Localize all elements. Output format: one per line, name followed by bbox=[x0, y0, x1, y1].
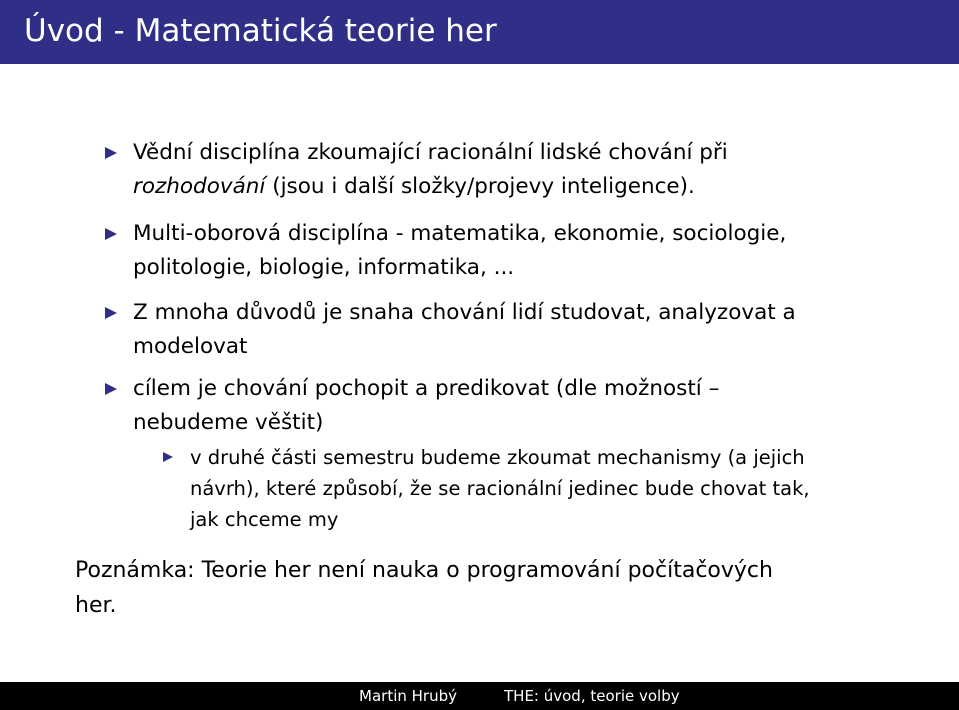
bullet-item bbox=[133, 372, 719, 440]
slide-title: Úvod - Matematická teorie her bbox=[24, 13, 497, 49]
note-text-line: Poznámka: Teorie her není nauka o programování počítačových bbox=[75, 558, 773, 583]
sub-bullet-item bbox=[190, 442, 810, 535]
sub-bullet-text-line: jak chceme my bbox=[190, 508, 339, 531]
note-paragraph bbox=[75, 553, 773, 623]
bullet-text-line: nebudeme věštit) bbox=[133, 410, 324, 435]
sub-bullet-text-line: v druhé části semestru budeme zkoumat mechanismy (a jejich bbox=[190, 446, 805, 469]
title-bar bbox=[0, 0, 959, 64]
footer-right bbox=[479, 682, 959, 710]
bullet-text-line bbox=[133, 170, 728, 204]
bullet-text-line: politologie, biologie, informatika, ... bbox=[133, 255, 515, 280]
sub-bullet-triangle-icon bbox=[163, 452, 173, 462]
bullet-item bbox=[133, 217, 786, 285]
sub-bullet-text-line: návrh), které způsobí, že se racionální jedinec bude chovat tak, bbox=[190, 477, 810, 500]
bullet-text-line: Multi-oborová disciplína - matematika, ekonomie, sociologie, bbox=[133, 221, 787, 246]
bullet-text-line: Z mnoha důvodů je snaha chování lidí studovat, analyzovat a bbox=[133, 300, 796, 325]
bullet-item bbox=[133, 136, 728, 204]
bullet-triangle-icon bbox=[105, 307, 117, 319]
bullet-text-line: Vědní disciplína zkoumající racionální lidské chování při bbox=[133, 140, 728, 165]
bullet-triangle-icon bbox=[105, 147, 117, 159]
note-text-line: her. bbox=[75, 593, 117, 618]
footer-left bbox=[0, 682, 479, 710]
bullet-triangle-icon bbox=[105, 383, 117, 395]
bullet-triangle-icon bbox=[105, 228, 117, 240]
footer-author: Martin Hrubý bbox=[359, 687, 457, 705]
footer-bar bbox=[0, 682, 959, 710]
bullet-text-line: cílem je chování pochopit a predikovat (dle možností – bbox=[133, 376, 720, 401]
bullet-item bbox=[133, 296, 796, 364]
bullet-text-rest: (jsou i další složky/projevy inteligence). bbox=[265, 174, 695, 199]
emphasis-text: rozhodování bbox=[133, 174, 266, 199]
footer-title: THE: úvod, teorie volby bbox=[504, 687, 680, 705]
bullet-text-line: modelovat bbox=[133, 334, 248, 359]
